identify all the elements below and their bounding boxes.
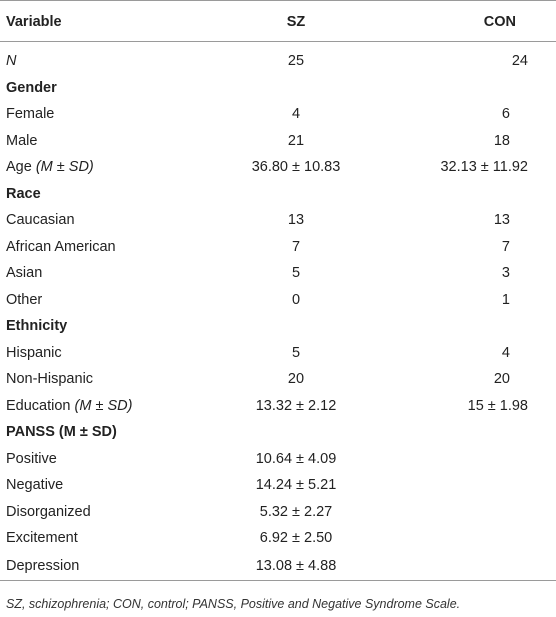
con-value: 13 (493, 212, 510, 229)
sz-value: 13.08 ± 4.88 (212, 552, 380, 581)
row-label: Negative (6, 477, 64, 494)
sz-value: 4 (291, 106, 301, 123)
sz-value: 0 (291, 291, 301, 308)
table-row-other (0, 287, 556, 314)
section-label: Race (6, 185, 41, 202)
con-value: 20 (493, 371, 510, 388)
sz-value: 13.32 ± 2.12 (255, 397, 337, 414)
table-row-n (0, 42, 556, 75)
sz-value: 21 (287, 132, 305, 149)
con-value (380, 525, 556, 552)
table-row-hispanic (0, 340, 556, 367)
sz-value: 5.32 ± 2.27 (259, 503, 333, 520)
row-label: Other (6, 291, 43, 308)
table-row-depression (0, 552, 556, 581)
row-label: Disorganized (6, 503, 91, 520)
sz-value: 5 (291, 265, 301, 282)
con-value: 4 (501, 344, 510, 361)
table-row-caucasian (0, 207, 556, 234)
row-label: Age (6, 159, 36, 176)
row-label: Caucasian (6, 212, 75, 229)
table-row-excitement (0, 525, 556, 552)
header-variable: Variable (0, 1, 212, 42)
sz-value: 14.24 ± 5.21 (255, 477, 337, 494)
sz-value: 25 (287, 53, 305, 70)
row-label: Asian (6, 265, 43, 282)
row-label: African American (6, 238, 116, 255)
con-value: 18 (493, 132, 510, 149)
table-footnote: SZ, schizophrenia; CON, control; PANSS, Positive and Negative Syndrome Scale. (6, 597, 461, 611)
sz-value: 6.92 ± 2.50 (259, 530, 333, 547)
con-value: 7 (501, 238, 510, 255)
row-label: Male (6, 132, 38, 149)
con-value: 32.13 ± 11.92 (440, 159, 528, 176)
section-label: PANSS (M ± SD) (6, 424, 117, 441)
sz-value: 5 (291, 344, 301, 361)
row-label: Depression (0, 552, 212, 581)
row-label-stat: (M ± SD) (35, 159, 94, 176)
section-row-gender (0, 75, 556, 102)
table-row-asian (0, 260, 556, 287)
con-value (380, 446, 556, 473)
con-value (380, 472, 556, 499)
sz-value: 36.80 ± 10.83 (251, 159, 341, 176)
row-label: Education (6, 397, 75, 414)
row-label: N (6, 53, 17, 70)
table-header-row (0, 1, 556, 42)
table-row-male (0, 128, 556, 155)
sz-value: 20 (287, 371, 305, 388)
row-label: Female (6, 106, 55, 123)
sz-value: 7 (291, 238, 301, 255)
table-row-positive (0, 446, 556, 473)
section-row-panss (0, 419, 556, 446)
row-label: Non-Hispanic (6, 371, 94, 388)
section-row-ethnicity (0, 313, 556, 340)
con-value: 24 (511, 53, 528, 70)
table-row-disorganized (0, 499, 556, 526)
table-row-african-american (0, 234, 556, 261)
header-sz: SZ (212, 1, 380, 42)
sz-value: 13 (287, 212, 305, 229)
con-value: 1 (501, 291, 510, 308)
row-label-cell (0, 393, 212, 420)
con-value: 3 (501, 265, 510, 282)
section-label: Gender (6, 79, 57, 96)
sz-value: 10.64 ± 4.09 (255, 450, 337, 467)
table-row-education (0, 393, 556, 420)
con-value: 6 (501, 106, 510, 123)
table-row-female (0, 101, 556, 128)
table-row-non-hispanic (0, 366, 556, 393)
con-value (380, 499, 556, 526)
table-row-age (0, 154, 556, 181)
header-con: CON (380, 1, 556, 42)
row-label-cell (0, 154, 212, 181)
row-label: Positive (6, 450, 57, 467)
con-value (380, 552, 556, 581)
section-row-race (0, 181, 556, 208)
row-label: Hispanic (6, 344, 62, 361)
table-row-negative (0, 472, 556, 499)
con-value: 15 ± 1.98 (467, 397, 528, 414)
row-label: Excitement (6, 530, 78, 547)
row-label-stat: (M ± SD) (74, 397, 133, 414)
section-label: Ethnicity (6, 318, 68, 335)
